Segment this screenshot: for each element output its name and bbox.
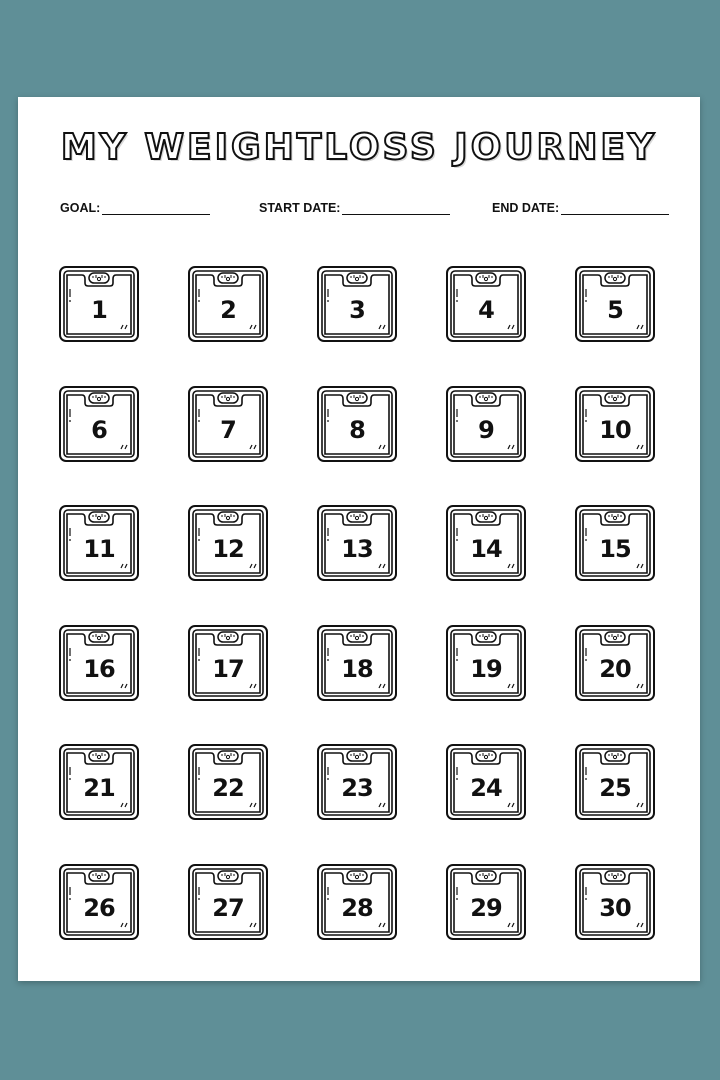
day-scale-1 (58, 265, 140, 343)
start-date-label: START DATE: (259, 201, 341, 215)
day-number: 3 (349, 296, 365, 324)
day-scale-16 (58, 624, 140, 702)
day-number: 30 (599, 894, 631, 922)
day-tracker-grid (18, 97, 700, 981)
day-scale-26 (58, 863, 140, 941)
day-scale-2 (187, 265, 269, 343)
day-scale-20 (574, 624, 656, 702)
day-number: 29 (470, 894, 502, 922)
day-number: 24 (470, 774, 502, 802)
day-number: 4 (478, 296, 494, 324)
day-number: 7 (220, 416, 236, 444)
day-number: 28 (341, 894, 373, 922)
day-number: 17 (212, 655, 244, 683)
day-number: 22 (212, 774, 244, 802)
day-scale-24 (445, 743, 527, 821)
day-number: 25 (599, 774, 631, 802)
page-title: MY WEIGHTLOSS JOURNEY (60, 127, 658, 168)
day-scale-28 (316, 863, 398, 941)
day-number: 12 (212, 535, 244, 563)
day-number: 23 (341, 774, 373, 802)
day-scale-10 (574, 385, 656, 463)
day-number: 26 (83, 894, 115, 922)
goal-label: GOAL: (60, 201, 101, 215)
day-scale-7 (187, 385, 269, 463)
day-scale-27 (187, 863, 269, 941)
day-number: 13 (341, 535, 373, 563)
day-scale-22 (187, 743, 269, 821)
day-number: 8 (349, 416, 365, 444)
day-scale-4 (445, 265, 527, 343)
day-number: 20 (599, 655, 631, 683)
day-number: 9 (478, 416, 494, 444)
day-scale-23 (316, 743, 398, 821)
day-scale-25 (574, 743, 656, 821)
day-number: 1 (91, 296, 107, 324)
day-number: 5 (607, 296, 623, 324)
day-number: 11 (83, 535, 115, 563)
day-scale-12 (187, 504, 269, 582)
day-number: 15 (599, 535, 631, 563)
day-number: 19 (470, 655, 502, 683)
day-scale-13 (316, 504, 398, 582)
day-scale-21 (58, 743, 140, 821)
day-number: 14 (470, 535, 502, 563)
day-number: 18 (341, 655, 373, 683)
day-number: 21 (83, 774, 115, 802)
day-scale-11 (58, 504, 140, 582)
day-scale-19 (445, 624, 527, 702)
day-scale-29 (445, 863, 527, 941)
day-number: 2 (220, 296, 236, 324)
day-scale-5 (574, 265, 656, 343)
worksheet-page (18, 97, 700, 981)
day-number: 6 (91, 416, 107, 444)
day-scale-9 (445, 385, 527, 463)
day-scale-6 (58, 385, 140, 463)
day-number: 16 (83, 655, 115, 683)
day-number: 10 (599, 416, 631, 444)
day-scale-8 (316, 385, 398, 463)
day-scale-15 (574, 504, 656, 582)
day-scale-14 (445, 504, 527, 582)
day-scale-3 (316, 265, 398, 343)
day-number: 27 (212, 894, 244, 922)
day-scale-30 (574, 863, 656, 941)
end-date-label: END DATE: (492, 201, 560, 215)
day-scale-18 (316, 624, 398, 702)
day-scale-17 (187, 624, 269, 702)
